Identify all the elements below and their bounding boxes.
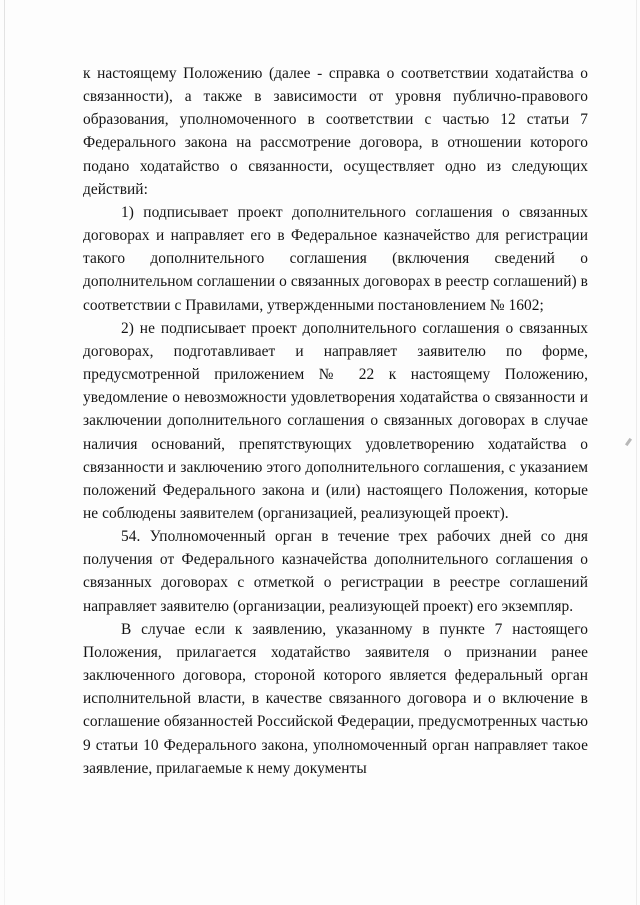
- scan-artifact-mark: [625, 438, 632, 446]
- document-body: [83, 62, 588, 780]
- paragraph-item-2: 2) не подписывает проект дополнительного соглашения о связанных договорах, подготавливает и направляет заявителю по форме, предусмотренной приложением № 22 к настоящему Положению, уведомление о невозможности удовлетворения ходатайства о связанности и заключении дополнительного соглашения о связанных договорах в случае наличия оснований, препятствующих удовлетворению ходатайства о связанности и заключению этого дополнительного соглашения, с указанием положений Федерального закона и (или) настоящего Положения, которые не соблюдены заявителем (организацией, реализующей проект).: [83, 319, 588, 522]
- paragraph-item-1: 1) подписывает проект дополнительного соглашения о связанных договорах и направляет его в Федеральное казначейство для регистрации такого дополнительного соглашения (включения сведений о дополнительном соглашении о связанных договорах в реестр соглашений) в соответствии с Правилами, утвержденными постановлением № 1602;: [83, 203, 588, 314]
- paragraph-54: 54. Уполномоченный орган в течение трех рабочих дней со дня получения от Федерального казначейства дополнительного соглашения о связанных договорах с отметкой о регистрации в реестре соглашений направляет заявителю (организации, реализующей проект) его экземпляр.: [83, 528, 588, 615]
- scan-edge-right: [636, 0, 637, 905]
- scan-edge-left: [4, 0, 5, 905]
- paragraph-intro: к настоящему Положению (далее - справка о соответствии ходатайства о связанности), а также в зависимости от уровня публично-правового образования, уполномоченного в соответствии с частью 12 статьи 7 Федерального закона на рассмотрение договора, в отношении которого подано ходатайство о связанности, осуществляет одно из следующих действий:: [83, 65, 588, 198]
- paragraph-case: В случае если к заявлению, указанному в пункте 7 настоящего Положения, прилагается ходатайство заявителя о признании ранее заключенного договора, стороной которого является федеральный орган исполнительной власти, в качестве связанного договора и о включение в соглашение обязанностей Российской Федерации, предусмотренных частью 9 статьи 10 Федерального закона, уполномоченный орган направляет такое заявление, прилагаемые к нему документы: [83, 620, 588, 777]
